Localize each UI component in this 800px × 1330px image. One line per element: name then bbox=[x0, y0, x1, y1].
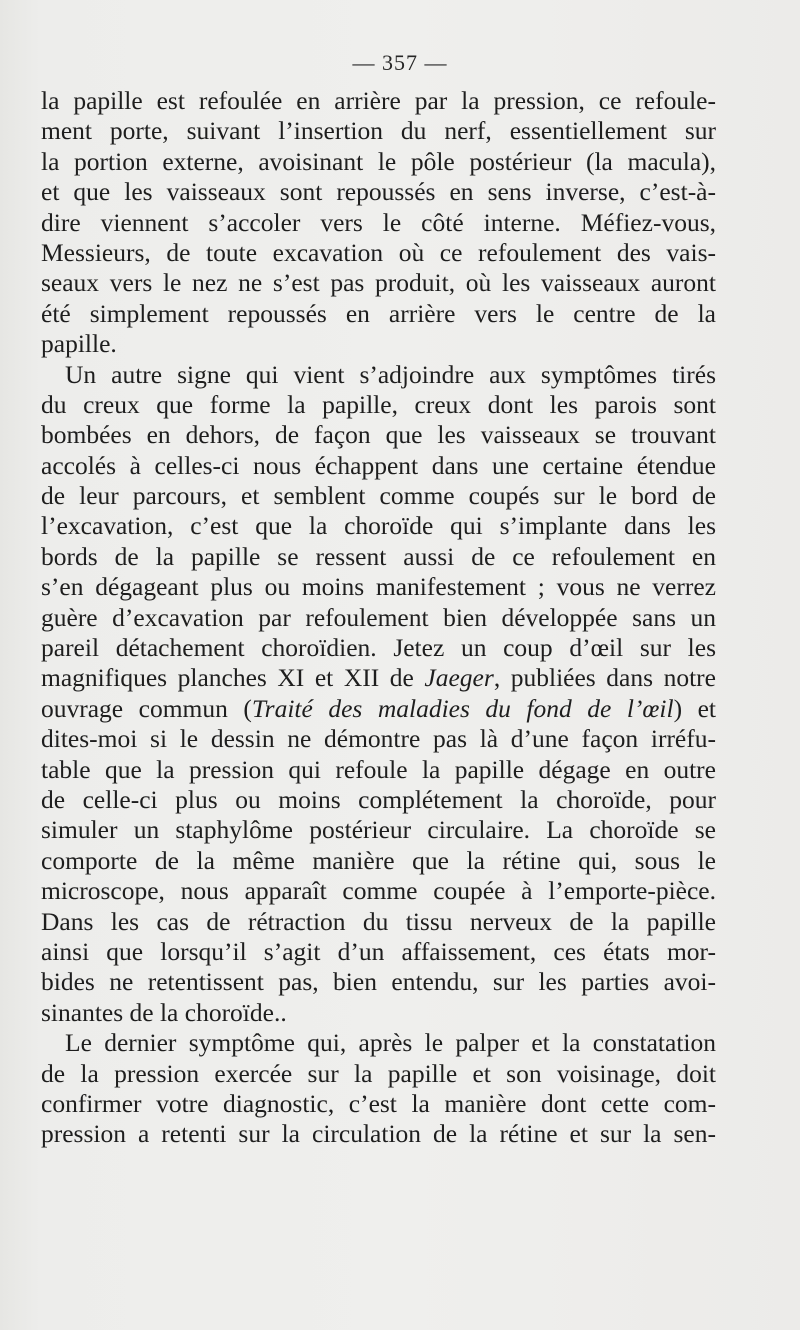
text-segment: magnifiques planches XI et XII de bbox=[41, 663, 425, 693]
text-line: pareil détachement choroïdien. Jetez un coup d’œil sur les bbox=[41, 633, 716, 663]
author-name: Jaeger bbox=[424, 663, 494, 693]
text-line: ment porte, suivant l’insertion du nerf, essentiellement sur bbox=[41, 116, 716, 146]
text-line: Messieurs, de toute excavation où ce refoulement des vais- bbox=[41, 237, 716, 267]
text-line: la portion externe, avoisinant le pôle postérieur (la macula), bbox=[41, 146, 716, 176]
text-line: simuler un staphylôme postérieur circulaire. La choroïde se bbox=[41, 815, 716, 845]
body-text bbox=[41, 86, 716, 1150]
text-line: et que les vaisseaux sont repoussés en sens inverse, c’est-à- bbox=[41, 177, 716, 207]
text-line: de la pression exercée sur la papille et son voisinage, doit bbox=[41, 1058, 716, 1088]
text-line: accolés à celles-ci nous échappent dans une certaine étendue bbox=[41, 450, 716, 480]
book-title: Traité des maladies du fond de l’œil bbox=[251, 693, 674, 723]
text-line: comporte de la même manière que la rétine qui, sous le bbox=[41, 845, 716, 875]
text-line: bombées en dehors, de façon que les vaisseaux se trouvant bbox=[41, 420, 716, 450]
text-segment: , publiées dans notre bbox=[493, 663, 716, 693]
text-line: Le dernier symptôme qui, après le palper et la constatation bbox=[65, 1028, 716, 1058]
text-line: été simplement repoussés en arrière vers le centre de la bbox=[41, 298, 716, 328]
text-line: l’excavation, c’est que la choroïde qui s’implante dans les bbox=[41, 511, 716, 541]
text-line: ainsi que lorsqu’il s’agit d’un affaissement, ces états mor- bbox=[41, 936, 716, 966]
text-line: bords de la papille se ressent aussi de ce refoulement en bbox=[41, 541, 716, 571]
text-line: confirmer votre diagnostic, c’est la manière dont cette com- bbox=[41, 1088, 716, 1118]
text-segment: ) et bbox=[673, 693, 716, 723]
page-number: — 357 — bbox=[352, 50, 448, 75]
text-line: guère d’excavation par refoulement bien développée sans un bbox=[41, 602, 716, 632]
text-line: Dans les cas de rétraction du tissu nerveux de la papille bbox=[41, 906, 716, 936]
text-line bbox=[41, 694, 716, 724]
text-line: la papille est refoulée en arrière par la pression, ce refoule- bbox=[41, 86, 716, 115]
text-line: table que la pression qui refoule la papille dégage en outre bbox=[41, 754, 716, 784]
text-line: bides ne retentissent pas, bien entendu, sur les parties avoi- bbox=[41, 967, 716, 997]
text-line: de leur parcours, et semblent comme coupés sur le bord de bbox=[41, 481, 716, 511]
text-line: seaux vers le nez ne s’est pas produit, où les vaisseaux auront bbox=[41, 268, 716, 298]
text-line: dire viennent s’accoler vers le côté interne. Méfiez-vous, bbox=[41, 207, 716, 237]
text-line: de celle-ci plus ou moins complétement la choroïde, pour bbox=[41, 784, 716, 814]
text-line: sinantes de la choroïde.. bbox=[41, 997, 287, 1027]
text-line: s’en dégageant plus ou moins manifestement ; vous ne verrez bbox=[41, 572, 716, 602]
text-line: papille. bbox=[41, 329, 117, 359]
text-line: Un autre signe qui vient s’adjoindre aux symptômes tirés bbox=[65, 359, 716, 389]
text-line: du creux que forme la papille, creux dont les parois sont bbox=[41, 389, 716, 419]
text-line: microscope, nous apparaît comme coupée à l’emporte-pièce. bbox=[41, 876, 716, 906]
text-line: dites-moi si le dessin ne démontre pas là d’une façon irréfu- bbox=[41, 724, 716, 754]
text-line bbox=[41, 663, 716, 693]
text-line: pression a retenti sur la circulation de la rétine et sur la sen- bbox=[41, 1119, 716, 1149]
text-segment: ouvrage commun ( bbox=[41, 693, 252, 723]
